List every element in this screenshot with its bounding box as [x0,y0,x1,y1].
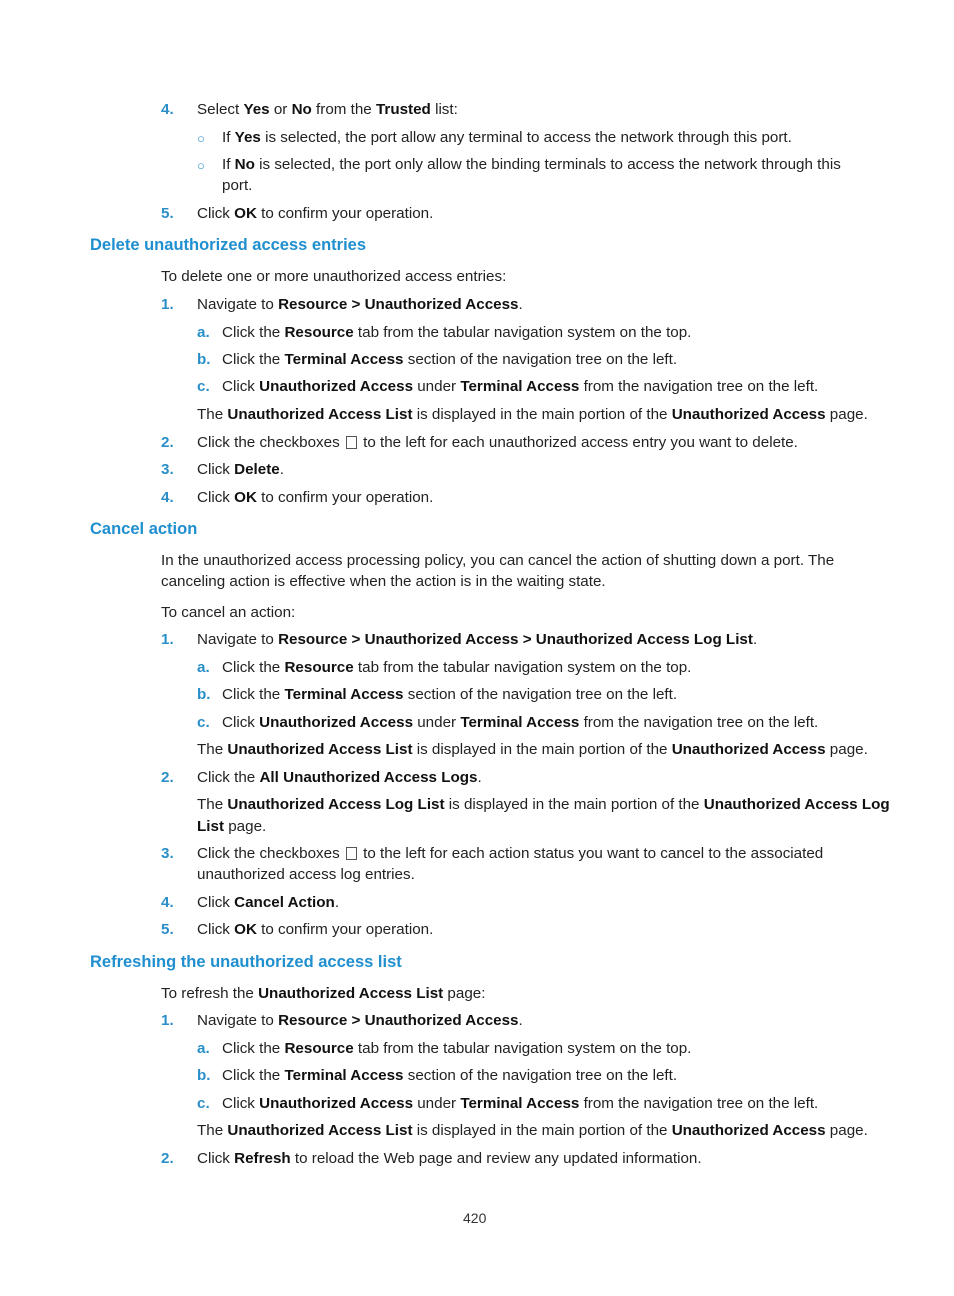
note-text: The Unauthorized Access Log List is displayed in the main portion of the Unauthorized Access Log [197,796,890,813]
substep-letter: a. [197,1040,210,1057]
section-heading: Delete unauthorized access entries [90,236,367,254]
step-text: Click Delete. [197,461,284,478]
substep-letter: a. [197,324,210,341]
substep-text: Click Unauthorized Access under Terminal Access from the navigation tree on the left. [222,714,819,731]
page-number: 420 [463,1210,487,1226]
note-text: The Unauthorized Access List is displayed in the main portion of the Unauthorized Access page. [197,741,868,758]
step-number: 2. [161,1150,174,1167]
paragraph-line: In the unauthorized access processing policy, you can cancel the action of shutting down a port. The [161,552,835,569]
substep-text: Click Unauthorized Access under Terminal Access from the navigation tree on the left. [222,378,819,395]
bullet-text: If No is selected, the port only allow the binding terminals to access the network through this [222,156,841,173]
step-number: 2. [161,769,174,786]
note-text-continued: List page. [197,818,267,835]
substep-text: Click the Resource tab from the tabular navigation system on the top. [222,1040,692,1057]
step-number: 3. [161,461,174,478]
substep-text: Click the Terminal Access section of the navigation tree on the left. [222,351,678,368]
substep-text: Click the Resource tab from the tabular navigation system on the top. [222,324,692,341]
section-heading: Cancel action [90,520,198,538]
step-text: Click OK to confirm your operation. [197,205,434,222]
step-text: Click Refresh to reload the Web page and review any updated information. [197,1150,702,1167]
step-text: Select Yes or No from the Trusted list: [197,101,458,118]
section-heading: Refreshing the unauthorized access list [90,953,402,971]
substep-text: Click the Resource tab from the tabular navigation system on the top. [222,659,692,676]
paragraph-line: canceling action is effective when the action is in the waiting state. [161,573,606,590]
step-number: 5. [161,205,174,222]
substep-letter: b. [197,1067,211,1084]
checkbox-icon [346,847,357,860]
step-text: Click the All Unauthorized Access Logs. [197,769,482,786]
substep-text: Click the Terminal Access section of the navigation tree on the left. [222,1067,678,1084]
step-text-continued: unauthorized access log entries. [197,866,415,883]
step-text: Navigate to Resource > Unauthorized Access. [197,296,523,313]
step-text: Click OK to confirm your operation. [197,489,434,506]
note-text: The Unauthorized Access List is displayed in the main portion of the Unauthorized Access page. [197,406,868,423]
substep-text: Click Unauthorized Access under Terminal Access from the navigation tree on the left. [222,1095,819,1112]
step-text: Click the checkboxes to the left for each unauthorized access entry you want to delete. [197,434,798,451]
circle-bullet-icon: ○ [197,131,205,146]
step-text: Navigate to Resource > Unauthorized Access > Unauthorized Access Log List. [197,631,758,648]
step-text: Navigate to Resource > Unauthorized Access. [197,1012,523,1029]
substep-letter: b. [197,686,211,703]
step-number: 4. [161,894,174,911]
intro-text: To refresh the Unauthorized Access List page: [161,985,486,1002]
bullet-text: If Yes is selected, the port allow any terminal to access the network through this port. [222,129,792,146]
step-number: 3. [161,845,174,862]
circle-bullet-icon: ○ [197,158,205,173]
step-number: 4. [161,489,174,506]
note-text: The Unauthorized Access List is displayed in the main portion of the Unauthorized Access page. [197,1122,868,1139]
step-text: Click the checkboxes to the left for each action status you want to cancel to the associated [197,845,824,862]
step-text: Click Cancel Action. [197,894,340,911]
intro-text: To cancel an action: [161,604,296,621]
substep-text: Click the Terminal Access section of the navigation tree on the left. [222,686,678,703]
step-number: 1. [161,631,174,648]
substep-letter: b. [197,351,211,368]
bullet-text-continued: port. [222,177,253,194]
step-number: 2. [161,434,174,451]
checkbox-icon [346,436,357,449]
step-number: 4. [161,101,174,118]
substep-letter: c. [197,378,210,395]
substep-letter: c. [197,1095,210,1112]
step-number: 5. [161,921,174,938]
step-number: 1. [161,1012,174,1029]
intro-text: To delete one or more unauthorized access entries: [161,268,507,285]
step-text: Click OK to confirm your operation. [197,921,434,938]
substep-letter: c. [197,714,210,731]
step-number: 1. [161,296,174,313]
substep-letter: a. [197,659,210,676]
